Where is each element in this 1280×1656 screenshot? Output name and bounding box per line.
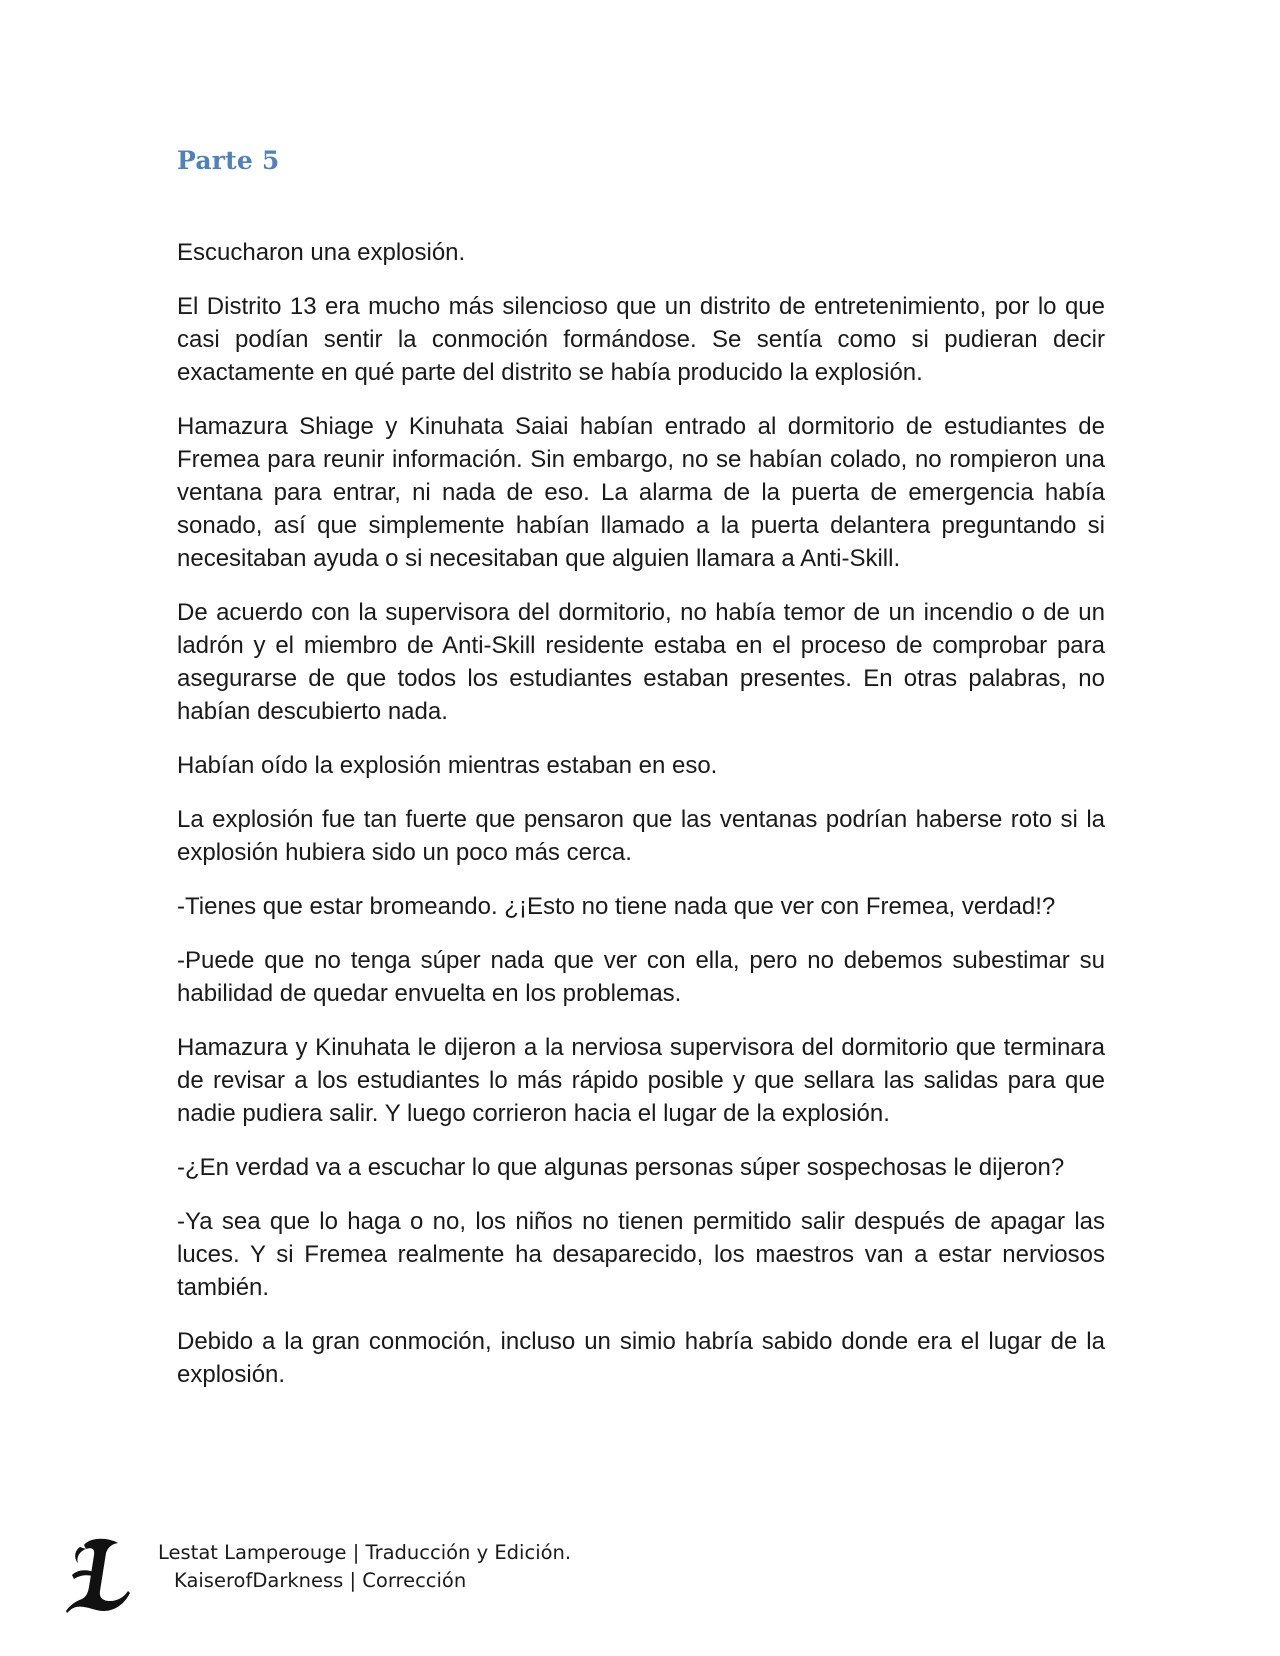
credit-correction: KaiserofDarkness | Corrección xyxy=(174,1569,467,1592)
paragraph: La explosión fue tan fuerte que pensaron que las ventanas podrían haberse roto si la explosión hubiera sido un poco más cerca. xyxy=(177,806,1105,866)
paragraph: Escucharon una explosión. xyxy=(177,239,466,266)
paragraph: Hamazura y Kinuhata le dijeron a la nerviosa supervisora del dormitorio que terminara de revisar a los estudiantes lo más rápido posible y que sellara las salidas para que nadie pudiera salir. Y luego corrieron hacia el lugar de la explosión. xyxy=(177,1034,1105,1127)
paragraph: -Tienes que estar bromeando. ¿¡Esto no tiene nada que ver con Fremea, verdad!? xyxy=(177,893,1056,920)
body-text xyxy=(177,236,1105,1412)
paragraph: -¿En verdad va a escuchar lo que algunas personas súper sospechosas le dijeron? xyxy=(177,1154,1065,1181)
paragraph: Habían oído la explosión mientras estaban en eso. xyxy=(177,752,718,779)
credit-translation: Lestat Lamperouge | Traducción y Edición. xyxy=(158,1541,572,1564)
paragraph: -Puede que no tenga súper nada que ver con ella, pero no debemos subestimar su habilidad de quedar envuelta en los problemas. xyxy=(177,947,1105,1007)
gothic-l-logo-icon xyxy=(66,1535,130,1615)
credits xyxy=(158,1539,571,1595)
section-heading: Parte 5 xyxy=(177,146,280,175)
page-footer xyxy=(66,1535,766,1615)
paragraph: De acuerdo con la supervisora del dormitorio, no había temor de un incendio o de un ladrón y el miembro de Anti-Skill residente estaba en el proceso de comprobar para asegurarse de que todos los estudiantes estaban presentes. En otras palabras, no habían descubierto nada. xyxy=(177,599,1105,725)
paragraph: El Distrito 13 era mucho más silencioso que un distrito de entretenimiento, por lo que casi podían sentir la conmoción formándose. Se sentía como si pudieran decir exactamente en qué parte del distrito se había producido la explosión. xyxy=(177,293,1105,386)
paragraph: Debido a la gran conmoción, incluso un simio habría sabido donde era el lugar de la explosión. xyxy=(177,1328,1105,1388)
paragraph: -Ya sea que lo haga o no, los niños no tienen permitido salir después de apagar las luces. Y si Fremea realmente ha desaparecido, los maestros van a estar nerviosos también. xyxy=(177,1208,1105,1301)
paragraph: Hamazura Shiage y Kinuhata Saiai habían entrado al dormitorio de estudiantes de Fremea para reunir información. Sin embargo, no se habían colado, no rompieron una ventana para entrar, ni nada de eso. La alarma de la puerta de emergencia había sonado, así que simplemente habían llamado a la puerta delantera preguntando si necesitaban ayuda o si necesitaban que alguien llamara a Anti-Skill. xyxy=(177,413,1105,572)
